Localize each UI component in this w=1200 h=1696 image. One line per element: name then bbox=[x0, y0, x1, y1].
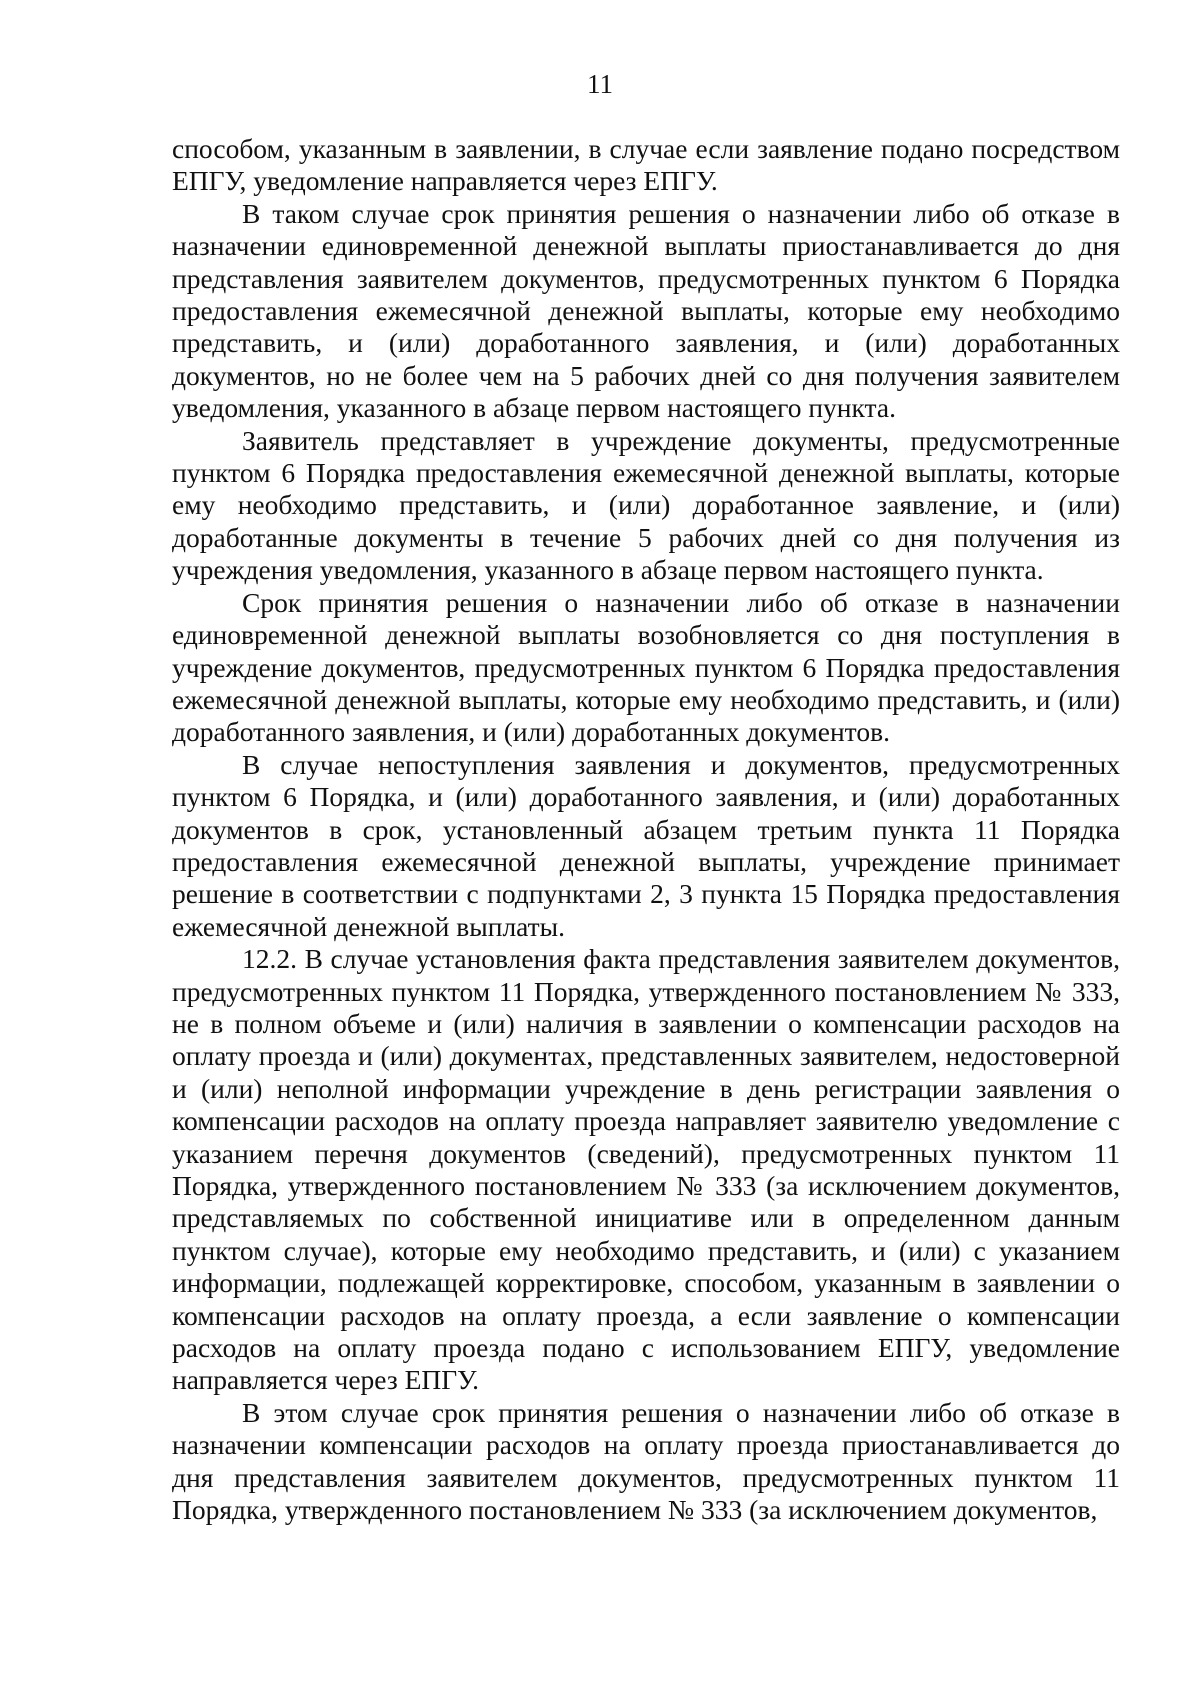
paragraph-6: 12.2. В случае установления факта представления заявителем документов, предусмотренных пунктом 11 Порядка, утвержденного постановлением № 333, не в полном объеме и (или) наличия в заявлении о компенсации расходов на оплату проезда и (или) документах, представленных заявителем, недостоверной и (или) неполной информации учреждение в день регистрации заявления о компенсации расходов на оплату проезда направляет заявителю уведомление с указанием перечня документов (сведений), предусмотренных пунктом 11 Порядка, утвержденного постановлением № 333 (за исключением документов, представляемых по собственной инициативе или в определенном данным пунктом случае), которые ему необходимо представить, и (или) с указанием информации, подлежащей корректировке, способом, указанным в заявлении о компенсации расходов на оплату проезда, а если заявление о компенсации расходов на оплату проезда подано с использованием ЕПГУ, уведомление направляется через ЕПГУ. bbox=[172, 943, 1120, 1396]
paragraph-4: Срок принятия решения о назначении либо об отказе в назначении единовременной денежной выплаты возобновляется со дня поступления в учреждение документов, предусмотренных пунктом 6 Порядка предоставления ежемесячной денежной выплаты, которые ему необходимо представить, и (или) доработанного заявления, и (или) доработанных документов. bbox=[172, 586, 1120, 748]
document-body bbox=[172, 133, 1120, 1526]
paragraph-3: Заявитель представляет в учреждение документы, предусмотренные пунктом 6 Порядка предоставления ежемесячной денежной выплаты, которые ему необходимо представить, и (или) доработанное заявление, и (или) доработанные документы в течение 5 рабочих дней со дня получения из учреждения уведомления, указанного в абзаце первом настоящего пункта. bbox=[172, 424, 1120, 586]
paragraph-5: В случае непоступления заявления и документов, предусмотренных пунктом 6 Порядка, и (или) доработанного заявления, и (или) доработанных документов в срок, установленный абзацем третьим пункта 11 Порядка предоставления ежемесячной денежной выплаты, учреждение принимает решение в соответствии с подпунктами 2, 3 пункта 15 Порядка предоставления ежемесячной денежной выплаты. bbox=[172, 748, 1120, 942]
paragraph-2: В таком случае срок принятия решения о назначении либо об отказе в назначении единовременной денежной выплаты приостанавливается до дня представления заявителем документов, предусмотренных пунктом 6 Порядка предоставления ежемесячной денежной выплаты, которые ему необходимо представить, и (или) доработанного заявления, и (или) доработанных документов, но не более чем на 5 рабочих дней со дня получения заявителем уведомления, указанного в абзаце первом настоящего пункта. bbox=[172, 197, 1120, 424]
paragraph-1: способом, указанным в заявлении, в случае если заявление подано посредством ЕПГУ, уведомление направляется через ЕПГУ. bbox=[172, 133, 1120, 197]
paragraph-7: В этом случае срок принятия решения о назначении либо об отказе в назначении компенсации расходов на оплату проезда приостанавливается до дня представления заявителем документов, предусмотренных пунктом 11 Порядка, утвержденного постановлением № 333 (за исключением документов, bbox=[172, 1396, 1120, 1526]
page-number: 11 bbox=[587, 69, 613, 99]
